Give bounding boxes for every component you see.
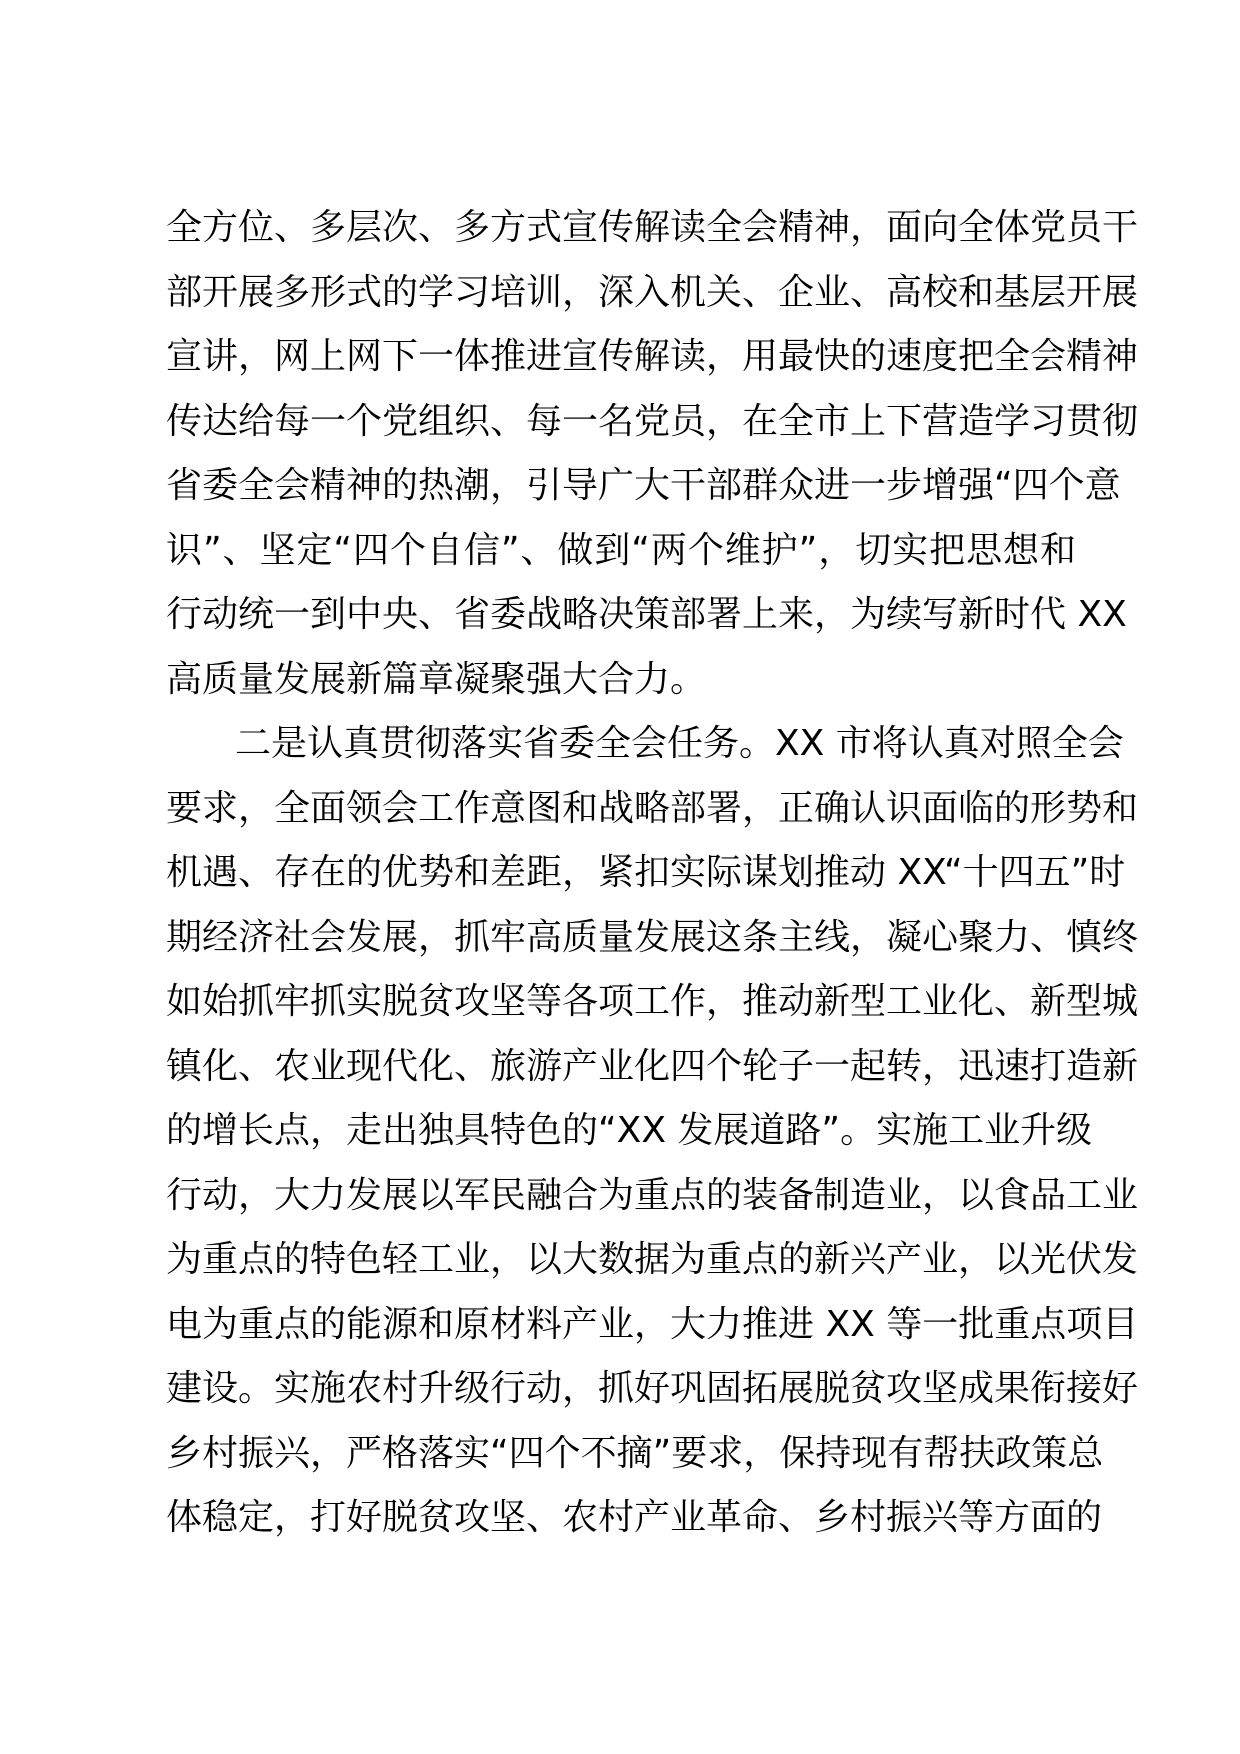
text-line-3: 宣讲，网上网下一体推进宣传解读，用最快的速度把全会精神 — [166, 336, 1139, 377]
text-line-12: 期经济社会发展，抓牢高质量发展这条主线，凝心聚力、慎终 — [166, 916, 1139, 958]
text-line-16: 行动，大力发展以军民融合为重点的装备制造业，以食品工业 — [166, 1174, 1139, 1216]
text-line-7: 行动统一到中央、省委战略决策部署上来，为续写新时代 XX — [166, 594, 1127, 635]
text-line-14: 镇化、农业现代化、旅游产业化四个轮子一起转，迅速打造新 — [166, 1045, 1139, 1087]
text-line-15: 的增长点，走出独具特色的“XX 发展道路”。实施工业升级 — [166, 1110, 1093, 1151]
text-line-9: 二是认真贯彻落实省委全会任务。XX 市将认真对照全会 — [235, 723, 1124, 764]
text-line-21: 体稳定，打好脱贫攻坚、农村产业革命、乡村振兴等方面的 — [166, 1497, 1103, 1538]
text-line-2: 部开展多形式的学习培训，深入机关、企业、高校和基层开展 — [166, 271, 1139, 313]
text-line-20: 乡村振兴，严格落实“四个不摘”要求，保持现有帮扶政策总 — [166, 1432, 1104, 1474]
text-line-19: 建设。实施农村升级行动，抓好巩固拓展脱贫攻坚成果衔接好 — [166, 1368, 1139, 1409]
text-line-6: 识”、坚定“四个自信”、做到“两个维护”，切实把思想和 — [166, 529, 1076, 571]
text-line-13: 如始抓牢抓实脱贫攻坚等各项工作，推动新型工业化、新型城 — [166, 981, 1139, 1022]
text-line-11: 机遇、存在的优势和差距，紧扣实际谋划推动 XX“十四五”时 — [166, 852, 1126, 893]
text-line-8: 高质量发展新篇章凝聚强大合力。 — [166, 658, 707, 700]
text-line-5: 省委全会精神的热潮，引导广大干部群众进一步增强“四个意 — [166, 465, 1121, 506]
text-line-18: 电为重点的能源和原材料产业，大力推进 XX 等一批重点项目 — [166, 1303, 1139, 1345]
text-line-1: 全方位、多层次、多方式宣传解读全会精神，面向全体党员干 — [166, 207, 1139, 248]
text-line-10: 要求，全面领会工作意图和战略部署，正确认识面临的形势和 — [166, 787, 1139, 829]
text-line-4: 传达给每一个党组织、每一名党员，在全市上下营造学习贯彻 — [166, 400, 1139, 442]
body-text — [166, 196, 1139, 1551]
text-line-17: 为重点的特色轻工业，以大数据为重点的新兴产业，以光伏发 — [166, 1239, 1139, 1280]
